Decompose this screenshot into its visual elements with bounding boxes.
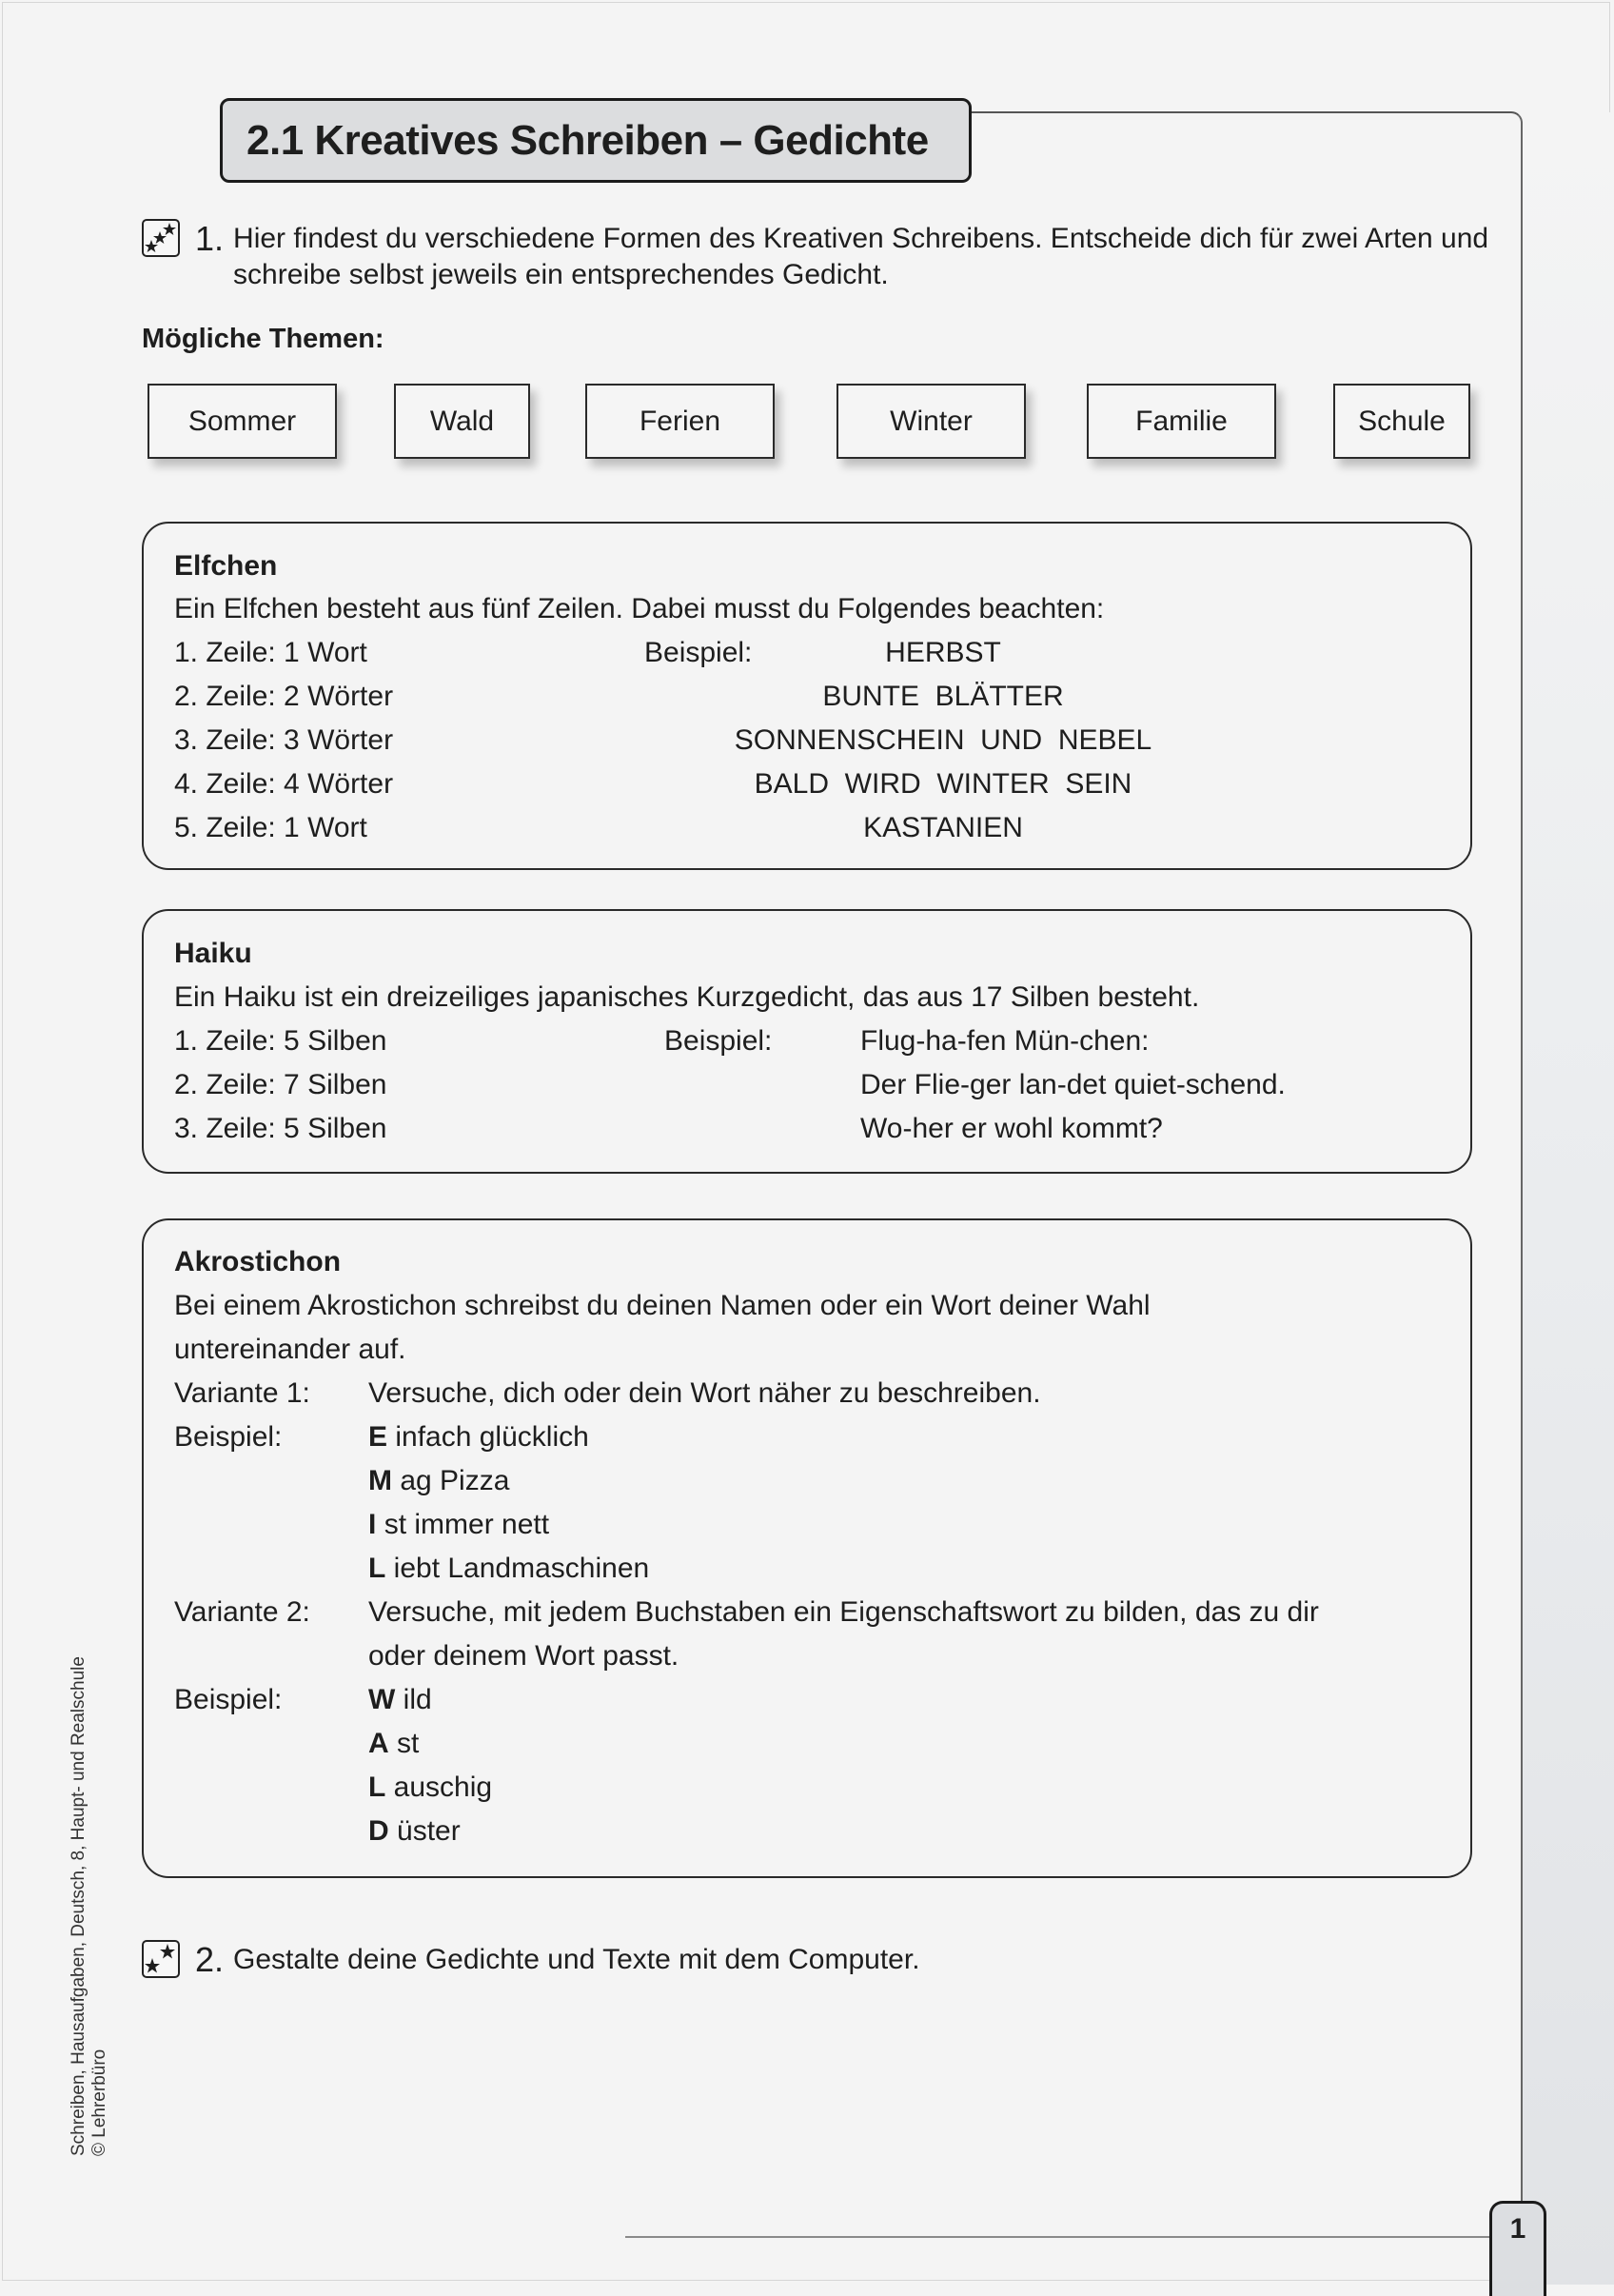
box-intro: Ein Haiku ist ein dreizeiliges japanisches Kurzgedicht, das aus 17 Silben besteht. bbox=[174, 981, 1200, 1013]
acrostic-letter: E bbox=[368, 1421, 388, 1453]
acrostic-rest: ild bbox=[403, 1684, 432, 1715]
example-line: KASTANIEN bbox=[863, 812, 1023, 843]
variant-text: oder deinem Wort passt. bbox=[368, 1640, 679, 1672]
side-credit-line: © Lehrerbüro bbox=[89, 2049, 109, 2156]
rule-line: 3. Zeile: 3 Wörter bbox=[174, 724, 394, 756]
variant-label: Variante 2: bbox=[174, 1596, 310, 1628]
example-line: Der Flie-ger lan-det quiet-schend. bbox=[860, 1069, 1286, 1100]
box-intro: untereinander auf. bbox=[174, 1334, 406, 1365]
example-line: Flug-ha-fen Mün-chen: bbox=[860, 1025, 1150, 1057]
rule-line: 5. Zeile: 1 Wort bbox=[174, 812, 367, 843]
topic-card: Familie bbox=[1087, 384, 1276, 459]
topic-card: Schule bbox=[1333, 384, 1470, 459]
acrostic-line bbox=[368, 1420, 589, 1455]
acrostic-letter: D bbox=[368, 1815, 389, 1847]
topic-card: Ferien bbox=[585, 384, 775, 459]
example-line: Wo-her er wohl kommt? bbox=[860, 1113, 1163, 1144]
rule-line: 1. Zeile: 1 Wort bbox=[174, 637, 367, 668]
three-stars-icon bbox=[142, 219, 180, 257]
task-2 bbox=[142, 1942, 1508, 1978]
themes-label: Mögliche Themen: bbox=[142, 324, 384, 354]
acrostic-rest: st immer nett bbox=[384, 1509, 550, 1540]
task-text: Hier findest du verschiedene Formen des Kreativen Schreibens. Entscheide dich für zwei Arten und schreibe selbst jeweils ein entsprechendes Gedicht. bbox=[233, 223, 1489, 290]
acrostic-rest: st bbox=[397, 1728, 420, 1759]
example-label: Beispiel: bbox=[664, 1025, 773, 1057]
acrostic-letter: I bbox=[368, 1509, 377, 1540]
acrostic-letter: A bbox=[368, 1728, 389, 1759]
acrostic-line bbox=[368, 1814, 461, 1849]
task-1 bbox=[142, 221, 1508, 293]
rule-line: 2. Zeile: 7 Silben bbox=[174, 1069, 387, 1100]
haiku-box bbox=[142, 909, 1472, 1174]
box-title: Akrostichon bbox=[174, 1246, 342, 1277]
example-label: Beispiel: bbox=[174, 1684, 283, 1715]
side-credit-line: Schreiben, Hausaufgaben, Deutsch, 8, Haupt- und Realschule bbox=[69, 1656, 89, 2156]
box-title: Elfchen bbox=[174, 550, 278, 582]
rule-line: 1. Zeile: 5 Silben bbox=[174, 1025, 387, 1057]
two-stars-icon bbox=[142, 1940, 180, 1978]
acrostic-line bbox=[368, 1552, 649, 1586]
task-text: Gestalte deine Gedichte und Texte mit dem Computer. bbox=[233, 1944, 920, 1975]
rule-line: 2. Zeile: 2 Wörter bbox=[174, 681, 394, 712]
page-title: 2.1 Kreatives Schreiben – Gedichte bbox=[220, 98, 972, 183]
acrostic-rest: üster bbox=[397, 1815, 461, 1847]
page-number bbox=[1489, 2201, 1546, 2296]
box-title: Haiku bbox=[174, 938, 252, 969]
example-line: BALD WIRD WINTER SEIN bbox=[754, 768, 1132, 800]
page-number-label: 1 bbox=[1509, 2213, 1526, 2245]
rule-line: 3. Zeile: 5 Silben bbox=[174, 1113, 387, 1144]
side-credit bbox=[69, 1656, 110, 2156]
elfchen-box bbox=[142, 522, 1472, 870]
acrostic-rest: iebt Landmaschinen bbox=[393, 1553, 650, 1584]
acrostic-line bbox=[368, 1771, 492, 1805]
acrostic-line bbox=[368, 1727, 419, 1761]
acrostic-letter: L bbox=[368, 1553, 386, 1584]
topic-card: Wald bbox=[394, 384, 530, 459]
topic-card: Sommer bbox=[148, 384, 337, 459]
topic-card: Winter bbox=[837, 384, 1026, 459]
variant-text: Versuche, mit jedem Buchstaben ein Eigenschaftswort zu bilden, das zu dir bbox=[368, 1596, 1319, 1628]
right-margin-strip bbox=[1523, 112, 1614, 2285]
acrostic-line bbox=[368, 1683, 432, 1717]
box-intro: Bei einem Akrostichon schreibst du deinen Namen oder ein Wort deiner Wahl bbox=[174, 1290, 1151, 1321]
example-label: Beispiel: bbox=[174, 1421, 283, 1453]
box-intro: Ein Elfchen besteht aus fünf Zeilen. Dabei musst du Folgendes beachten: bbox=[174, 593, 1105, 624]
example-line: HERBST bbox=[885, 637, 1001, 668]
rule-line: 4. Zeile: 4 Wörter bbox=[174, 768, 394, 800]
acrostic-rest: infach glücklich bbox=[395, 1421, 589, 1453]
task-number: 2. bbox=[195, 1940, 225, 1979]
acrostic-letter: L bbox=[368, 1771, 386, 1803]
example-label: Beispiel: bbox=[644, 637, 753, 668]
acrostic-letter: W bbox=[368, 1684, 396, 1715]
example-line: SONNENSCHEIN UND NEBEL bbox=[734, 724, 1152, 756]
acrostic-rest: ag Pizza bbox=[400, 1465, 510, 1496]
acrostic-rest: auschig bbox=[393, 1771, 493, 1803]
akrostichon-box bbox=[142, 1218, 1472, 1878]
variant-text: Versuche, dich oder dein Wort näher zu beschreiben. bbox=[368, 1377, 1041, 1409]
footer-divider bbox=[625, 2236, 1491, 2238]
task-number: 1. bbox=[195, 219, 225, 258]
acrostic-line bbox=[368, 1508, 549, 1542]
acrostic-line bbox=[368, 1464, 509, 1498]
variant-label: Variante 1: bbox=[174, 1377, 310, 1409]
acrostic-letter: M bbox=[368, 1465, 392, 1496]
example-line: BUNTE BLÄTTER bbox=[822, 681, 1064, 712]
